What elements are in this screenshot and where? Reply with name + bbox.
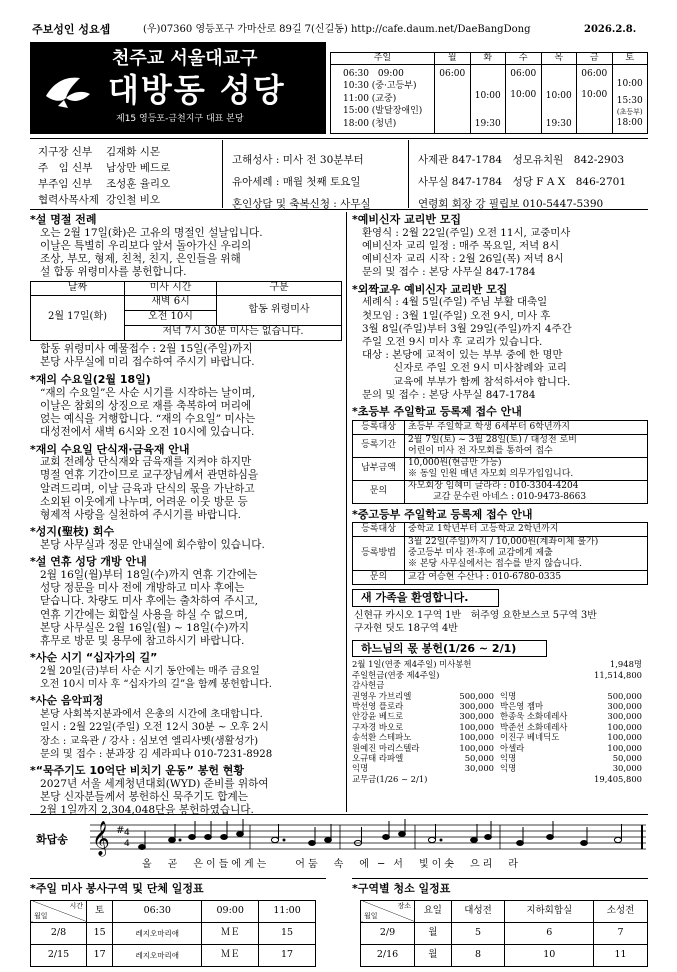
sunday-times: 06:30 09:00 10:30 (중·고등부) 11:00 (교중) 15:00 (발달장애인) 18:00 (청년) (331, 65, 435, 134)
bulletin-date: 2026.2.8. (584, 24, 637, 35)
mass-service-table: 시간 월일 토 06:30 09:00 11:00 2/8 15 레지오마리애 ＭＥ 15 2/15 17 레지오마리애 ＭＥ 17 (30, 900, 316, 967)
fri-times: 06:00 10:00 (577, 65, 613, 134)
section-title: *재의 수요일(2월 18일) (30, 372, 151, 386)
staff-list (38, 144, 170, 208)
svg-text:4: 4 (124, 828, 130, 838)
middle-high-registration-table: 등록대상 중학교 1학년부터 고등학교 2학년까지 등록방법 3월 22일(주일)까지 / 10,000원(계좌이체 불가) 중고등부 미사 전·후에 교감에게 제출 ※ 본당 사무실에서는 접수를 받지 않습니다. 문의 교감 여승현 수산나 : 010-6780-0335 (352, 522, 648, 585)
hymn-lyrics: 올 곧 은이들에게는 어둠 속 에 ─ 서 빛이솟 으리 라 (142, 859, 521, 870)
section-title-boxed: 새 가족을 환영합니다. (352, 589, 499, 607)
section-title: *주일 미사 봉사구역 및 단체 일정표 (30, 882, 204, 895)
logo-line3: 제15 영등포-금천지구 대표 본당 (116, 114, 244, 124)
right-column: *예비신자 교리반 모집 환영식 : 2월 22일(주일) 오전 11시, 교중미사 예비신자 교리 일정 : 매주 목요일, 저녁 8시 예비신자 교리 시작 : 2월 26일(목) 저녁 8시 문의 및 접수 : 본당 사무실 847-1784 *외짝교우 예비신자 교리반 모집 세례식 : 4월 5일(주일) 주님 부활 대축일 첫모임 : 3월 1일(주일) 오전 9시, 미사 후 3월 8일(주일)부터 3월 29일(주일)까지 4주간 주일 오전 9시 미사 후 교리가 있습니다. 대상 : 본당에 교적이 있는 부부 중에 한 명만 신자로 주일 오전 9시 미사참례와 교리 교육에 부부가 함께 참석하셔야 합니다. 문의 및 접수 : 본당 사무실 847-1784 *초등부 주일학교 등록제 접수 안내 등록대상 초등부 주일학교 학생 6세부터 6학년까지 등록기간 2월 7일(토) ~ 3월 28일(토) / 대성전 로비 어린이 미사 전 자모회를 통하여 접수 납부금액 10,000원(현금만 가능) ※ 동일 인원 매년 자모회 의무가입입니다. 문의 자모회장 임혜미 글라라 : 010-3304-4204 교감 문수린 아네스 : 010-9473-8663 *중고등부 주일학교 등록제 접수 안내 등록대상 중학교 1학년부터 고등학교 2학년까지 등록방법 3월 22일(주일)까지 / 10,000원(계좌이체 불가) 중고등부 미사 전·후에 교감에게 제출 ※ 본당 사무실에서는 접수를 받지 않습니다. 문의 교감 여승현 수산나 : 010-6780-0335 새 가족을 환영합니다. 신현규 카시오 1구역 1반 허주영 요한보스코 5구역 3반 구자현 딧도 18구역 4반 하느님의 몫 봉헌(1/26 ~ 2/1) 2월 1일(연중 제4주일) 미사봉헌 1,948명 주일헌금(연중 제4주일) 11,514,800 감사헌금 권영우 가브리엘 500,000 익명 500,000 박선영 플로라 300,000 박은영 젬마 300,000 안강윤 베드로 300,000 한종욱 소화데레사 300,000 구자경 바오로 100,000 박준선 소화데레사 100,000 송석환 스테파노 100,000 이진구 베네딕도 100,000 원예진 마리스텔라 100,000 아셀라 100,000 오규태 라파엘 50,000 익명 50,000 익명 30,000 익명 30,000 교무금(1/26 ~ 2/1) 19,405,800 (352, 213, 648, 784)
day-sat: 토 (612, 53, 648, 65)
day-wed: 수 (506, 53, 542, 65)
parish-address: (우)07360 영등포구 가마산로 89길 7(신길동) http://cafe.daum.net/DaeBangDong (143, 24, 531, 35)
day-sunday: 주일 (331, 53, 435, 65)
memorial-mass-table: 날짜 미사 시간 구분 2월 17일(화) 새벽 6시 합동 위령미사 오전 10시 저녁 7시 30분 미사는 없습니다. (30, 281, 342, 341)
left-column: *설 명절 전례 오는 2월 17일(화)은 고유의 명절인 설날입니다. 이날은 특별히 우리보다 앞서 돌아가신 우리의 조상, 부모, 형제, 친척, 친지, 은인들을 위해 설 합동 위령미사를 봉헌합니다. 날짜 미사 시간 구분 2월 17일(화) 새벽 6시 합동 위령미사 오전 10시 저녁 7시 30분 미사는 없습니다. 합동 위령미사 예물접수 : 2월 15일(주일)까지 본당 사무실에 미리 접수하여 주시기 바랍니다. *재의 수요일(2월 18일) “재의 수요일”은 사순 시기를 시작하는 날이며, 이날은 참회의 상징으로 재를 축복하여 머리에 얹는 예식을 거행합니다. “재의 수요일” 미사는 대성전에서 새벽 6시와 오전 10시에 있습니다. *재의 수요일 단식재·금육재 안내 교회 전례상 단식재와 금육재를 지켜야 하지만 명절 연휴 기간이므로 교구장님께서 관면하심을 알려드리며, 이날 금육과 단식의 몫을 가난하고 소외된 이웃에게 나누며, 어려운 이웃 방문 등 형제적 사랑을 실천하여 주시기를 바랍니다. *성지(聖枝) 회수 본당 사무실과 정문 안내실에 회수함이 있습니다. *설 연휴 성당 개방 안내 2월 16일(월)부터 18일(수)까지 연휴 기간에는 성당 정문을 미사 전에 개방하고 미사 후에는 닫습니다. 차량도 미사 후에는 출차하여 주시고, 연휴 기간에는 회합실 사용을 하실 수 없으며, 본당 사무실은 2월 16일(월) ~ 18일(수)까지 휴무로 방문 및 용무에 참고하시기 바랍니다. *사순 시기 “십자가의 길” 2월 20일(금)부터 사순 시기 동안에는 매주 금요일 오전 10시 미사 후 “십자가의 길”을 함께 봉헌합니다. *사순 음악피정 본당 사회복지분과에서 은총의 시간에 초대합니다. 일시 : 2월 22일(주일) 오전 12시 30분 ~ 오후 2시 장소 : 교육관 / 강사 : 심보연 엘리사벳(생활성가) 문의 및 접수 : 분과장 김 세라피나 010-7231-8928 *“묵주기도 10억단 비치기 운동” 봉헌 현황 2027년 서울 세계청년대회(WYD) 준비를 위하여 본당 신자분들께서 봉헌하신 묵주기도 합계는 2월 1일까지 2,304,048단을 봉헌하였습니다. (30, 213, 342, 817)
sacrament-info: 고해성사 : 미사 전 30분부터 유아세례 : 매월 첫째 토요일 혼인상담 및 축복신청 : 사무실 (232, 154, 371, 210)
tue-times: 10:00 19:30 (470, 65, 506, 134)
bulletin-name: 주보성인 성요셉 (32, 23, 111, 36)
day-tue: 화 (470, 53, 506, 65)
day-mon: 월 (435, 53, 471, 65)
contact-info: 사제관 847-1784 성모유치원 842-2903 사무실 847-1784 성당 F A X 846-2701 연령회 회장 강 필립보 010-5447-5390 (418, 154, 627, 210)
staff-row: 부주임 신부 조성훈 율리오 (38, 178, 171, 190)
section-title: *성지(聖枝) 회수 (30, 525, 115, 539)
section-title: *예비신자 교리반 모집 (352, 213, 462, 226)
section-title: *외짝교우 예비신자 교리반 모집 (352, 282, 508, 296)
section-text: 오는 2월 17일(화)은 고유의 명절인 설날입니다. 이날은 특별히 우리보다 앞서 돌아가신 우리의 조상, 부모, 형제, 친척, 친지, 은인들을 위해 설 합동 위령미사를 봉헌합니다. (40, 226, 263, 279)
hymn-staff (90, 819, 646, 859)
section-title: *초등부 주일학교 등록제 접수 안내 (352, 404, 522, 418)
logo-line1: 천주교 서울대교구 (112, 48, 258, 69)
bottom-right (352, 878, 648, 967)
staff-row: 주 임 신부 남상만 베드로 (38, 162, 171, 174)
logo-line2: 대방동 성당 (108, 71, 286, 109)
logo-box (30, 42, 326, 134)
svg-text:4: 4 (124, 839, 130, 849)
mon-times: 06:00 (435, 65, 471, 134)
staff-row: 협력사목사제 강인철 비오 (38, 194, 161, 206)
section-title: *재의 수요일 단식재·금육재 안내 (30, 442, 190, 456)
bottom-left (30, 878, 326, 967)
day-fri: 금 (577, 53, 613, 65)
hymn-label: 화답송 (36, 833, 68, 846)
section-title: *“묵주기도 10억단 비치기 운동” 봉헌 현황 (30, 763, 245, 777)
mass-schedule-table (330, 52, 648, 134)
sat-times: 10:00 15:30 (초등부) 18:00 (612, 65, 648, 134)
section-title: *중고등부 주일학교 등록제 접수 안내 (352, 507, 533, 521)
day-thu: 목 (541, 53, 577, 65)
section-title: *설 명절 전례 (30, 213, 97, 226)
cleaning-schedule-table: 장소 월일 요일 대성전 지하회합실 소성전 2/9 월 5 6 7 2/16 월 8 10 11 (360, 900, 648, 967)
section-title: *사순 음악피정 (30, 694, 104, 708)
section-title-boxed: 하느님의 몫 봉헌(1/26 ~ 2/1) (352, 640, 547, 658)
thu-times: 10:00 19:30 (541, 65, 577, 134)
svg-text:#: # (116, 825, 125, 836)
dove-icon (40, 62, 96, 118)
section-title: *구역별 청소 일정표 (352, 882, 451, 895)
svg-text:𝄞: 𝄞 (92, 821, 110, 856)
staff-row: 지구장 신부 김재화 시몬 (38, 146, 161, 158)
hymn-section (30, 814, 648, 874)
wed-times: 06:00 10:00 (506, 65, 542, 134)
section-title: *사순 시기 “십자가의 길” (30, 651, 158, 665)
offering-list: 2월 1일(연중 제4주일) 미사봉헌 1,948명 주일헌금(연중 제4주일) 11,514,800 감사헌금 권영우 가브리엘 500,000 익명 500,000 박선영 플로라 300,000 박은영 젬마 300,000 안강윤 베드로 300,000 한종욱 소화데레사 300,000 구자경 바오로 100,000 박준선 소화데레사 100,000 송석환 스테파노 100,000 이진구 베네딕도 100,000 원예진 마리스텔라 100,000 아셀라 100,000 오규태 라파엘 50,000 익명 50,000 익명 30,000 익명 30,000 교무금(1/26 ~ 2/1) 19,405,800 (352, 659, 642, 784)
elementary-registration-table: 등록대상 초등부 주일학교 학생 6세부터 6학년까지 등록기간 2월 7일(토) ~ 3월 28일(토) / 대성전 로비 어린이 미사 전 자모회를 통하여 접수 납부금액 10,000원(현금만 가능) ※ 동일 인원 매년 자모회 의무가입입니다. 문의 자모회장 임혜미 글라라 : 010-3304-4204 교감 문수린 아네스 : 010-9473-8663 (352, 420, 648, 504)
section-title: *설 연휴 성당 개방 안내 (30, 555, 147, 569)
